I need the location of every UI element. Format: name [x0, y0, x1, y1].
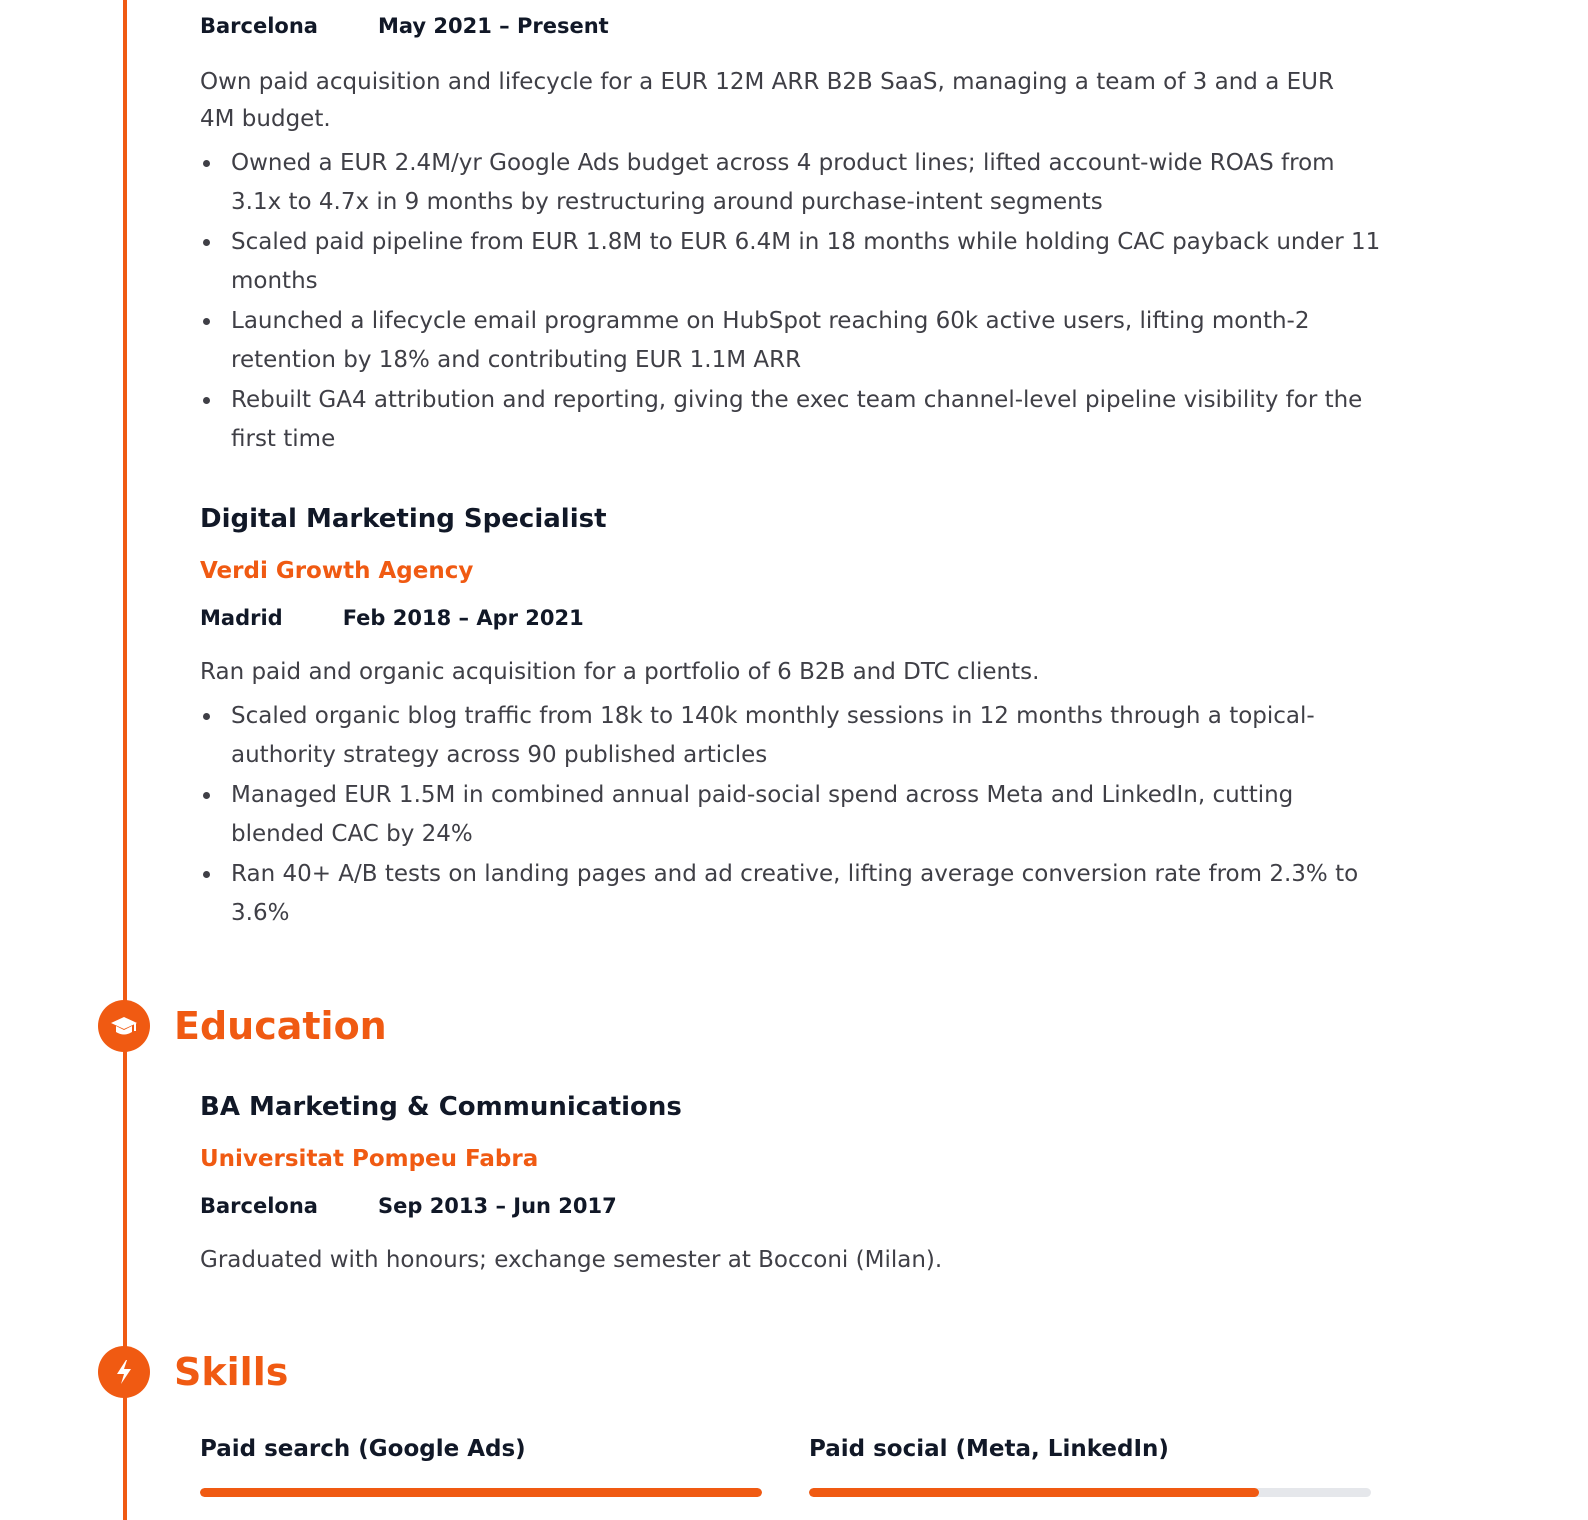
section-heading-education	[98, 1000, 387, 1052]
graduation-cap-icon	[98, 1000, 150, 1052]
entry-summary: Ran paid and organic acquisition for a portfolio of 6 B2B and DTC clients.	[200, 659, 1040, 685]
entry-dates: Feb 2018 – Apr 2021	[342, 606, 584, 630]
entry-meta	[200, 1194, 617, 1218]
section-title: Education	[174, 1004, 387, 1048]
bullet-text: Scaled paid pipeline from EUR 1.8M to EUR 6.4M in 18 months while holding CAC payback under 11 months	[231, 229, 1381, 294]
skill-item-paid-search	[200, 1436, 762, 1462]
bullet-text: Managed EUR 1.5M in combined annual paid-social spend across Meta and LinkedIn, cutting blended CAC by 24%	[231, 782, 1294, 847]
skill-progress-bar	[809, 1488, 1371, 1497]
bullet-dot-icon	[203, 713, 210, 720]
entry-summary: Own paid acquisition and lifecycle for a EUR 12M ARR B2B SaaS, managing a team of 3 and a EUR 4M budget.	[200, 69, 1334, 132]
entry-dates: May 2021 – Present	[377, 14, 609, 38]
skill-progress-bar	[200, 1488, 762, 1497]
bullet-text: Scaled organic blog traffic from 18k to 140k monthly sessions in 12 months through a topical-authority strategy across 90 published articles	[231, 703, 1315, 768]
skill-name: Paid social (Meta, LinkedIn)	[809, 1436, 1169, 1462]
bullet-dot-icon	[203, 792, 210, 799]
skill-progress-fill	[200, 1488, 762, 1497]
bullet-text: Rebuilt GA4 attribution and reporting, giving the exec team channel-level pipeline visibility for the first time	[231, 387, 1363, 452]
bullet-text: Owned a EUR 2.4M/yr Google Ads budget across 4 product lines; lifted account-wide ROAS from 3.1x to 4.7x in 9 months by restructuring around purchase-intent segments	[231, 150, 1335, 215]
entry-bullets	[200, 697, 1390, 934]
list-item	[200, 223, 1390, 301]
section-title: Skills	[174, 1350, 289, 1394]
entry-location: Madrid	[200, 606, 283, 630]
list-item	[200, 776, 1390, 854]
entry-dates: Sep 2013 – Jun 2017	[377, 1194, 617, 1218]
bullet-dot-icon	[203, 871, 210, 878]
bullet-dot-icon	[203, 239, 210, 246]
bullet-text: Ran 40+ A/B tests on landing pages and ad creative, lifting average conversion rate from 2.3% to 3.6%	[231, 861, 1359, 926]
list-item	[200, 855, 1390, 933]
entry-meta	[200, 14, 609, 38]
school-name: Universitat Pompeu Fabra	[200, 1146, 539, 1172]
entry-meta	[200, 606, 584, 630]
job-title: Digital Marketing Specialist	[200, 504, 607, 534]
education-note: Graduated with honours; exchange semester at Bocconi (Milan).	[200, 1247, 943, 1273]
list-item	[200, 381, 1390, 459]
bullet-dot-icon	[203, 397, 210, 404]
list-item	[200, 144, 1390, 222]
entry-location: Barcelona	[200, 14, 318, 38]
list-item	[200, 697, 1390, 775]
bullet-dot-icon	[203, 318, 210, 325]
skill-name: Paid search (Google Ads)	[200, 1436, 526, 1462]
list-item	[200, 302, 1390, 380]
entry-location: Barcelona	[200, 1194, 318, 1218]
skill-item-paid-social	[809, 1436, 1371, 1462]
company-name: Verdi Growth Agency	[200, 558, 474, 584]
bullet-dot-icon	[203, 160, 210, 167]
timeline-line	[123, 0, 127, 1520]
bullet-text: Launched a lifecycle email programme on HubSpot reaching 60k active users, lifting month-2 retention by 18% and contributing EUR 1.1M ARR	[231, 308, 1310, 373]
section-heading-skills	[98, 1346, 288, 1398]
degree-title: BA Marketing & Communications	[200, 1092, 682, 1122]
skill-progress-fill	[809, 1488, 1259, 1497]
lightning-bolt-icon	[98, 1346, 150, 1398]
entry-bullets	[200, 144, 1390, 460]
